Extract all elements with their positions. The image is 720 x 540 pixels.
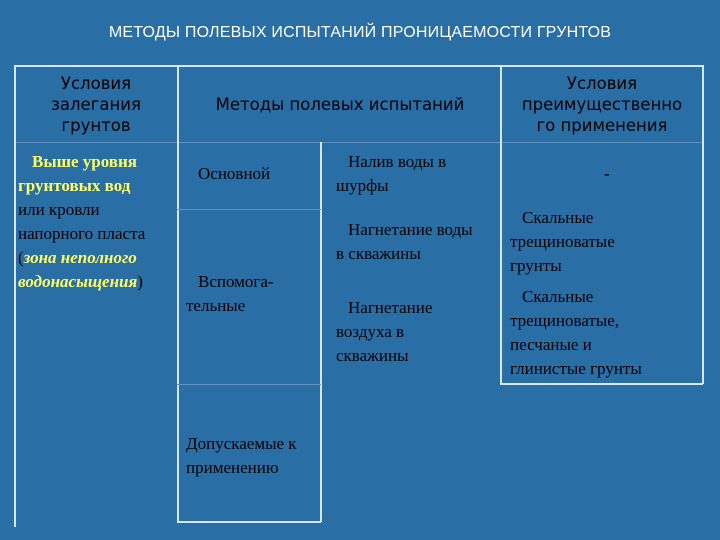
header-application-line: Условия	[566, 74, 638, 93]
table-top-border	[14, 65, 703, 67]
method-line: в скважины	[336, 244, 421, 263]
header-application-line: го применения	[536, 116, 668, 135]
header-application	[502, 73, 702, 136]
group-auxiliary	[186, 270, 274, 318]
method-line: шурфы	[336, 176, 389, 195]
method-pit-infiltration	[336, 150, 446, 198]
slide-title: МЕТОДЫ ПОЛЕВЫХ ИСПЫТАНИЙ ПРОНИЦАЕМОСТИ ГРУНТОВ	[108, 24, 612, 41]
group-auxiliary-line: тельные	[186, 296, 246, 315]
conditions-line: грунтовых вод	[18, 176, 131, 195]
paren-open: (	[18, 248, 24, 267]
application-3	[510, 285, 642, 381]
application-line: Скальные	[522, 287, 594, 306]
group-allowed-line: применению	[186, 458, 279, 477]
group-divider-1	[177, 209, 321, 210]
group-divider-2	[177, 384, 321, 385]
group-allowed	[186, 432, 297, 480]
application-line: грунты	[510, 256, 562, 275]
method-line: скважины	[336, 346, 409, 365]
method-line: воздуха в	[336, 322, 405, 341]
conditions-line	[18, 246, 188, 270]
header-divider	[14, 142, 703, 143]
method-line: Нагнетание	[348, 298, 433, 317]
group-main: Основной	[198, 164, 271, 183]
header-conditions-line: Условия	[60, 74, 132, 93]
group-auxiliary-line: Вспомога-	[198, 272, 274, 291]
header-methods: Методы полевых испытаний	[215, 95, 465, 114]
application-line: глинистые грунты	[510, 359, 642, 378]
application-2	[510, 206, 615, 278]
col-divider-2	[320, 142, 322, 522]
conditions-line: Выше уровня	[32, 152, 137, 171]
conditions-line	[18, 270, 188, 294]
header-conditions-line: грунтов	[61, 116, 131, 135]
header-conditions	[16, 73, 176, 136]
application-line: песчаные и	[510, 335, 592, 354]
conditions-line: напорного пласта	[18, 224, 146, 243]
group-allowed-line: Допускаемые к	[186, 434, 297, 453]
header-application-line: преимущественно	[521, 95, 683, 114]
method-line: Нагнетание воды	[348, 220, 473, 239]
table-bottom-right	[500, 383, 703, 385]
conditions-line: или кровли	[18, 200, 100, 219]
application-line: Скальные	[522, 208, 594, 227]
application-line: трещиноватые	[510, 232, 615, 251]
method-line: Налив воды в	[348, 152, 447, 171]
method-water-injection	[336, 218, 473, 266]
col-divider-1b	[177, 521, 321, 523]
application-line: трещиноватые,	[510, 311, 620, 330]
zone-text: зона неполного	[23, 248, 137, 267]
table-right-border	[702, 65, 704, 384]
header-conditions-line: залегания	[51, 95, 141, 114]
paren-close: )	[137, 272, 143, 291]
conditions-cell	[18, 150, 188, 294]
application-1: -	[604, 164, 610, 183]
saturation-text: водонасыщения	[18, 272, 138, 291]
method-air-injection	[336, 296, 432, 368]
